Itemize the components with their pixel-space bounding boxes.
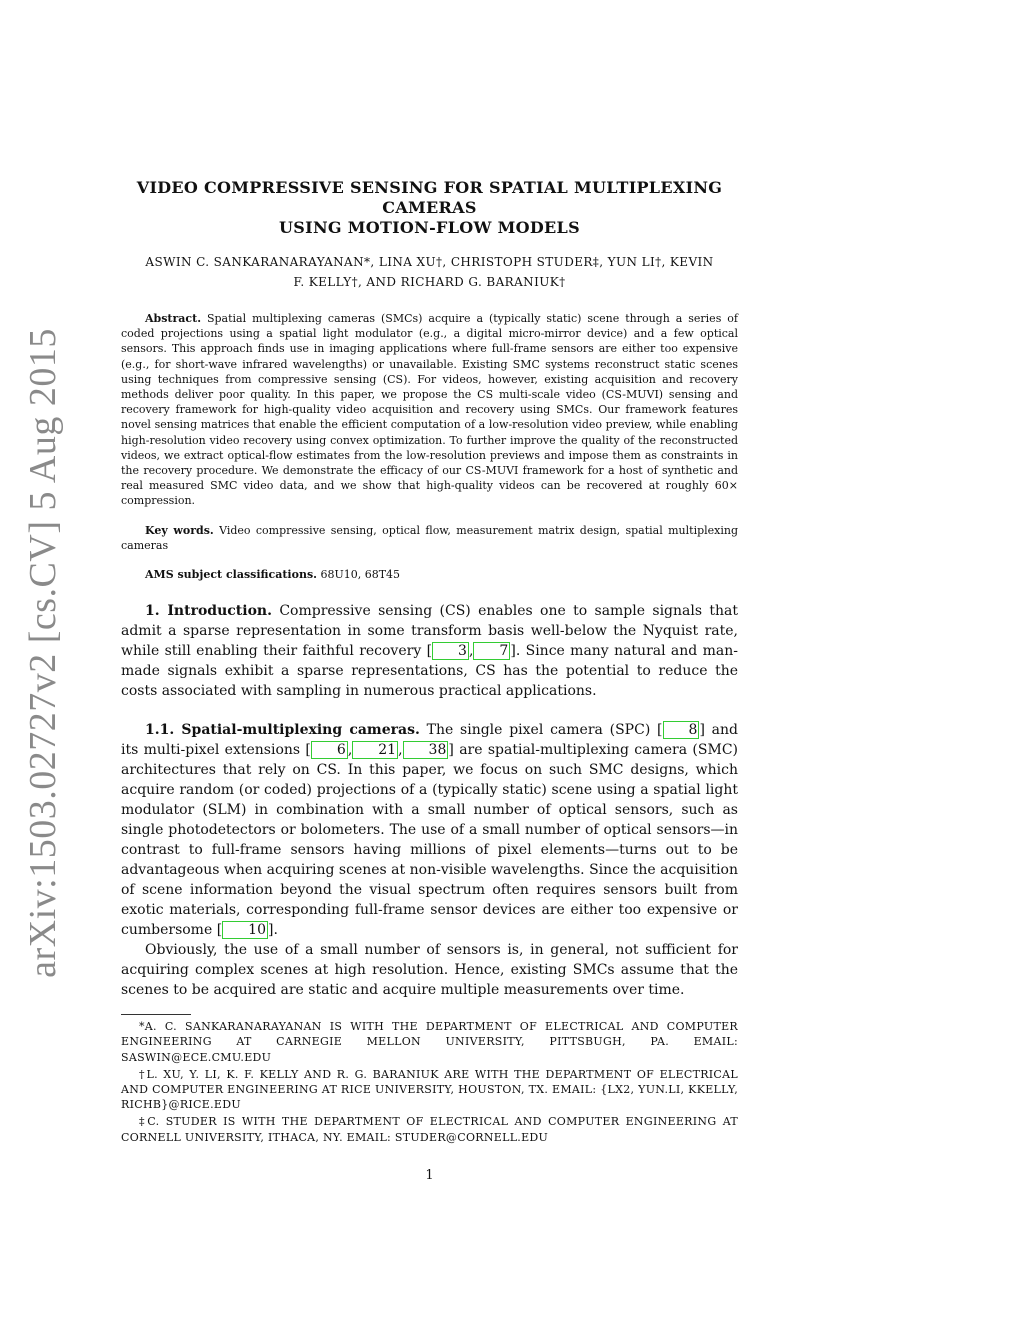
intro-text-b: . Since many natural and man-made signals exhibit a sparse representations, CS has the potential to reduce the costs associated with sampling in numerous practical applications. — [121, 643, 738, 700]
author-list — [121, 252, 738, 292]
obviously-paragraph: Obviously, the use of a small number of sensors is, in general, not sufficient for acquiring complex scenes at high resolution. Hence, existing SMCs assume that the scenes to be acquired are static and acquire multiple measurements over time. — [121, 942, 738, 999]
footnote: ‡C. STUDER IS WITH THE DEPARTMENT OF ELECTRICAL AND COMPUTER ENGINEERING AT CORNELL UNIVERSITY, ITHACA, NY. EMAIL: STUDER@CORNELL.EDU — [121, 1115, 738, 1144]
footnote-rule — [121, 1014, 191, 1015]
paper-page — [121, 178, 738, 1147]
keywords — [121, 523, 738, 553]
paper-title — [121, 178, 738, 238]
citation-link[interactable]: 3 — [432, 642, 469, 660]
keywords-text: Video compressive sensing, optical flow, measurement matrix design, spatial multiplexing cameras — [121, 523, 739, 552]
subsection-text-d: . — [273, 922, 278, 939]
citation-link[interactable]: 21 — [352, 741, 398, 759]
arxiv-sidebar — [8, 327, 78, 978]
title-line-3: USING MOTION-FLOW MODELS — [279, 218, 580, 237]
citation-link[interactable]: 7 — [473, 642, 510, 660]
title-line-2: CAMERAS — [382, 198, 477, 217]
ams-label: AMS subject classifications. — [145, 568, 317, 582]
footnote: *A. C. SANKARANARAYANAN IS WITH THE DEPARTMENT OF ELECTRICAL AND COMPUTER ENGINEERING AT CARNEGIE MELLON UNIVERSITY, PITTSBUGH, PA. EMAIL: SASWIN@ECE.CMU.EDU — [121, 1020, 738, 1064]
footnotes — [121, 1014, 738, 1145]
citation-link[interactable]: 38 — [403, 741, 449, 759]
subsection-text-a: The single pixel camera (SPC) — [426, 722, 651, 739]
ams-text: 68U10, 68T45 — [320, 568, 401, 582]
subsection-text-c: are spatial-multiplexing camera (SMC) architectures that rely on CS. In this paper, we focus on such SMC designs, which acquire random (or coded) projections of a (typically static) scene using a spatial light modulator (SLM) in combination with a small number of optical sensors, such as single photodetectors or bolometers. The use of a small number of optical sensors—in contrast to full-frame sensors having millions of pixel elements—turns out to be advantageous when acquiring scenes at non-visible wavelengths. Since the acquisition of scene information beyond the visual spectrum often requires sensors built from exotic materials, corresponding full-frame sensor devices are either too expensive or cumbersome — [121, 742, 738, 939]
subsection-text-b: and its multi-pixel extensions — [121, 722, 738, 759]
section-heading-smc: 1.1. Spatial-multiplexing cameras. — [145, 722, 420, 739]
citation-link[interactable]: 8 — [663, 721, 700, 739]
intro-paragraph: 1. Introduction. Compressive sensing (CS) enables one to sample signals that admit a sparse representation in some transform basis well-below the Nyquist rate, while still enabling their faithful recovery [ 3 , 7 ]. Since many natural and man-made signals exhibit a sparse representations, CS has the potential to reduce the costs associated with sampling in numerous practical applications. — [121, 603, 738, 700]
abstract-text: Spatial multiplexing cameras (SMCs) acquire a (typically static) scene through a series of coded projections using a spatial light modulator (e.g., a digital micro-mirror device) and a few optical sensors. This approach finds use in imaging applications where full-frame sensors are either too expensive (e.g., for short-wave infrared wavelengths) or unavailable. Existing SMC systems reconstruct static scenes using techniques from compressive sensing (CS). For videos, however, existing acquisition and recovery methods deliver poor quality. In this paper, we propose the CS multi-scale video (CS-MUVI) sensing and recovery framework for high-quality video acquisition and recovery using SMCs. Our framework features novel sensing matrices that enable the efficient computation of a low-resolution video preview, while enabling high-resolution video recovery using convex optimization. To further improve the quality of the reconstructed videos, we extract optical-flow estimates from the low-resolution previews and impose them as constraints in the recovery procedure. We demonstrate the efficacy of our CS-MUVI framework for a host of synthetic and real measured SMC video data, and we show that high-quality videos can be recovered at roughly 60× compression. — [121, 312, 738, 508]
keywords-label: Key words. — [145, 523, 214, 537]
citation-link[interactable]: 10 — [222, 921, 268, 939]
authors-line-2: F. KELLY†, AND RICHARD G. BARANIUK† — [293, 275, 566, 289]
citation-link[interactable]: 6 — [311, 741, 348, 759]
ams-classifications — [121, 567, 738, 582]
page-number: 1 — [425, 1168, 434, 1183]
authors-line-1: ASWIN C. SANKARANARAYANAN*, LINA XU†, CHRISTOPH STUDER‡, YUN LI†, KEVIN — [145, 255, 714, 269]
title-line-1: VIDEO COMPRESSIVE SENSING FOR SPATIAL MULTIPLEXING — [136, 178, 723, 197]
footnote: †L. XU, Y. LI, K. F. KELLY AND R. G. BARANIUK ARE WITH THE DEPARTMENT OF ELECTRICAL AND COMPUTER ENGINEERING AT RICE UNIVERSITY, HOUSTON, TX. EMAIL: {LX2, YUN.LI, KKELLY, RICHB}@RICE.EDU — [121, 1067, 738, 1112]
abstract-label: Abstract. — [145, 312, 202, 325]
arxiv-identifier: arXiv:1503.02727v2 [cs.CV] 5 Aug 2015 — [22, 327, 64, 978]
intro-text-a: Compressive sensing (CS) enables one to sample signals that admit a sparse representation in some transform basis well-below the Nyquist rate, while still enabling their faithful recovery — [121, 603, 738, 660]
subsection-paragraph: 1.1. Spatial-multiplexing cameras. The single pixel camera (SPC) [ 8 ] and its multi-pixel extensions [ 6 , 21 , 38 ] are spatial-multiplexing camera (SMC) architectures that rely on CS. In this paper, we focus on such SMC designs, which acquire random (or coded) projections of a (typically static) scene using a spatial light modulator (SLM) in combination with a small number of optical sensors, such as single photodetectors or bolometers. The use of a small number of optical sensors—in contrast to full-frame sensors having millions of pixel elements—turns out to be advantageous when acquiring scenes at non-visible wavelengths. Since the acquisition of scene information beyond the visual spectrum often requires sensors built from exotic materials, corresponding full-frame sensor devices are either too expensive or cumbersome [ 10 ]. — [121, 722, 738, 939]
section-heading-introduction: 1. Introduction. — [145, 603, 272, 620]
abstract — [121, 311, 738, 509]
